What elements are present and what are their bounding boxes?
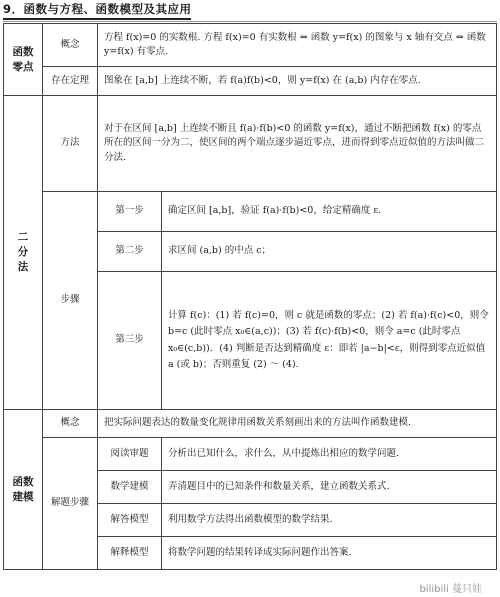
model-step-text: 分析出已知什么，求什么，从中提炼出相应的数学问题. (162, 438, 497, 471)
step3-text: 计算 f(c)：(1) 若 f(c)=0，则 c 就是函数的零点；(2) 若 f(a)·f(c)<0，则令 b=c (此时零点 x₀∈(a,c))；(3) 若 f(c)·f(b)<0，则令 a=c (此时零点 x₀∈(c,b))．(4) 判断是否达到精确度 ε：即若 |a−b|<ε，则得到零点近似值 a (或 b)；否则重复 (2) ～ (4). (162, 272, 497, 410)
step1-text: 确定区间 [a,b]，验证 f(a)·f(b)<0，给定精确度 ε. (162, 192, 497, 232)
model-step-text: 弄清题目中的已知条件和数量关系，建立函数关系式. (162, 471, 497, 504)
bisection-label: 二 分 法 (17, 231, 29, 273)
model-step-text: 利用数学方法得出函数模型的数学结果. (162, 504, 497, 537)
model-concept-text: 把实际问题表达的数量变化规律用函数关系刻画出来的方法叫作函数建模. (98, 410, 497, 438)
model-concept-label: 概念 (43, 410, 98, 438)
title-underline (3, 18, 191, 20)
section-label-model (4, 410, 43, 570)
bisection-steps-label: 步骤 (43, 192, 98, 410)
section-label-zero (4, 24, 43, 96)
page-title: 9．函数与方程、函数模型及其应用 (3, 2, 192, 16)
zero-theorem-label: 存在定理 (43, 67, 98, 96)
model-step-label: 阅读审题 (98, 438, 162, 471)
zero-concept-label: 概念 (43, 24, 98, 67)
model-step-text: 将数学问题的结果转译成实际问题作出答案. (162, 537, 497, 570)
model-label: 函数 建模 (12, 475, 34, 503)
model-step-label: 解答模型 (98, 504, 162, 537)
zero-concept-text: 方程 f(x)=0 的实数根. 方程 f(x)=0 有实数根 ⇔ 函数 y=f(x) 的图象与 x 轴有交点 ⇔ 函数 y=f(x) 有零点. (98, 24, 497, 67)
zero-label: 函数 零点 (12, 45, 34, 73)
step3-label: 第三步 (98, 272, 162, 410)
step2-label: 第二步 (98, 232, 162, 272)
watermark: bilibili 蔓只娃 (419, 584, 482, 595)
bisection-method-text: 对于在区间 [a,b] 上连续不断且 f(a)·f(b)<0 的函数 y=f(x)，通过不断把函数 f(x) 的零点所在的区间一分为二，使区间的两个端点逐步逼近零点，进而得到零点近似值的方法叫做二分法. (98, 96, 497, 192)
step1-label: 第一步 (98, 192, 162, 232)
summary-table (3, 23, 497, 570)
model-step-label: 数学建模 (98, 471, 162, 504)
section-label-bisection (4, 96, 43, 410)
title-divider (3, 21, 497, 22)
step2-text: 求区间 (a,b) 的中点 c； (162, 232, 497, 272)
zero-theorem-text: 图象在 [a,b] 上连续不断，若 f(a)f(b)<0，则 y=f(x) 在 (a,b) 内存在零点. (98, 67, 497, 96)
bisection-method-label: 方法 (43, 96, 98, 192)
model-step-label: 解释模型 (98, 537, 162, 570)
model-steps-label: 解题步骤 (43, 438, 98, 570)
